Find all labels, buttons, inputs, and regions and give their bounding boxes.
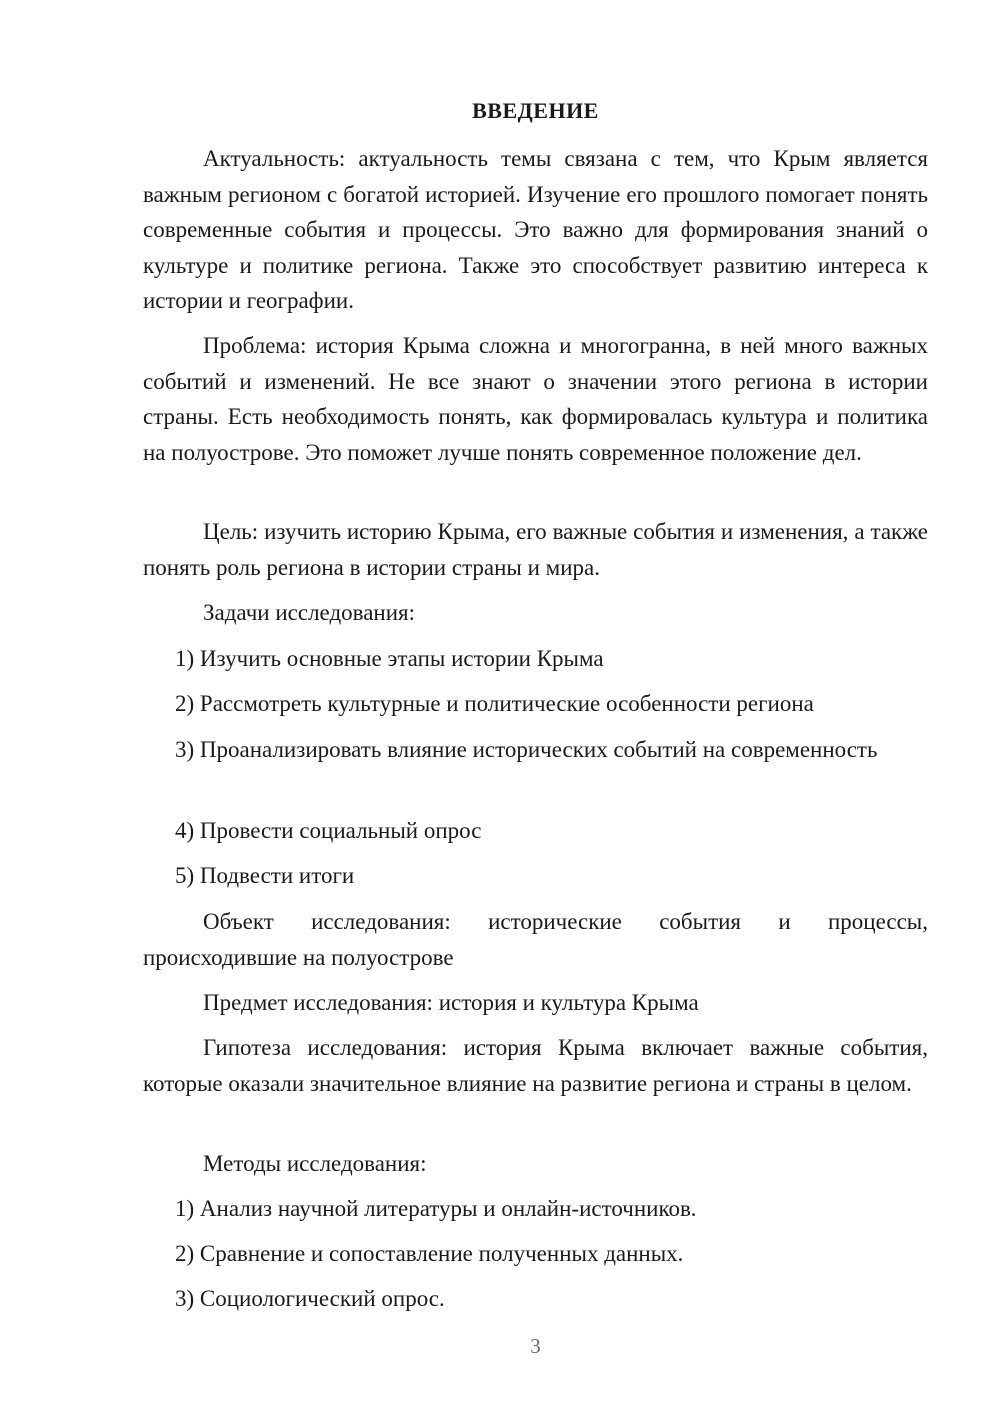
page-title: ВВЕДЕНИЕ <box>472 98 599 123</box>
subject-paragraph: Предмет исследования: история и культура Крыма <box>203 990 699 1015</box>
problem-paragraph: Проблема: история Крыма сложна и многогранна, в ней много важных событий и изменений. Не все знают о значении этого региона в истории страны. Есть необходимость понять, как формировалась культура и политика на полуострове. Это поможет лучше понять современное положение дел. <box>143 333 928 465</box>
methods-title: Методы исследования: <box>203 1151 427 1176</box>
list-item: 3) Проанализировать влияние исторических событий на современность <box>175 737 878 762</box>
document-page <box>143 0 928 1414</box>
list-item: 5) Подвести итоги <box>175 863 355 888</box>
list-item: 3) Социологический опрос. <box>175 1286 445 1311</box>
tasks-title: Задачи исследования: <box>203 600 416 625</box>
list-item: 1) Анализ научной литературы и онлайн-источников. <box>175 1196 697 1221</box>
list-item: 2) Рассмотреть культурные и политические особенности региона <box>175 691 814 716</box>
list-item: 1) Изучить основные этапы истории Крыма <box>175 646 604 671</box>
list-item: 2) Сравнение и сопоставление полученных данных. <box>175 1241 684 1266</box>
object-paragraph: Объект исследования: исторические события и процессы, происходившие на полуострове <box>143 909 928 970</box>
relevance-paragraph: Актуальность: актуальность темы связана с тем, что Крым является важным регионом с богатой историей. Изучение его прошлого помогает понять современные события и процессы. Это важно для формирования знаний о культуре и политике региона. Также это способствует развитию интереса к истории и географии. <box>143 146 928 313</box>
page-number: 3 <box>530 1334 541 1358</box>
hypothesis-paragraph: Гипотеза исследования: история Крыма включает важные события, которые оказали значительное влияние на развитие региона и страны в целом. <box>143 1035 928 1096</box>
goal-paragraph: Цель: изучить историю Крыма, его важные события и изменения, а также понять роль региона в истории страны и мира. <box>143 519 928 580</box>
list-item: 4) Провести социальный опрос <box>175 818 482 843</box>
